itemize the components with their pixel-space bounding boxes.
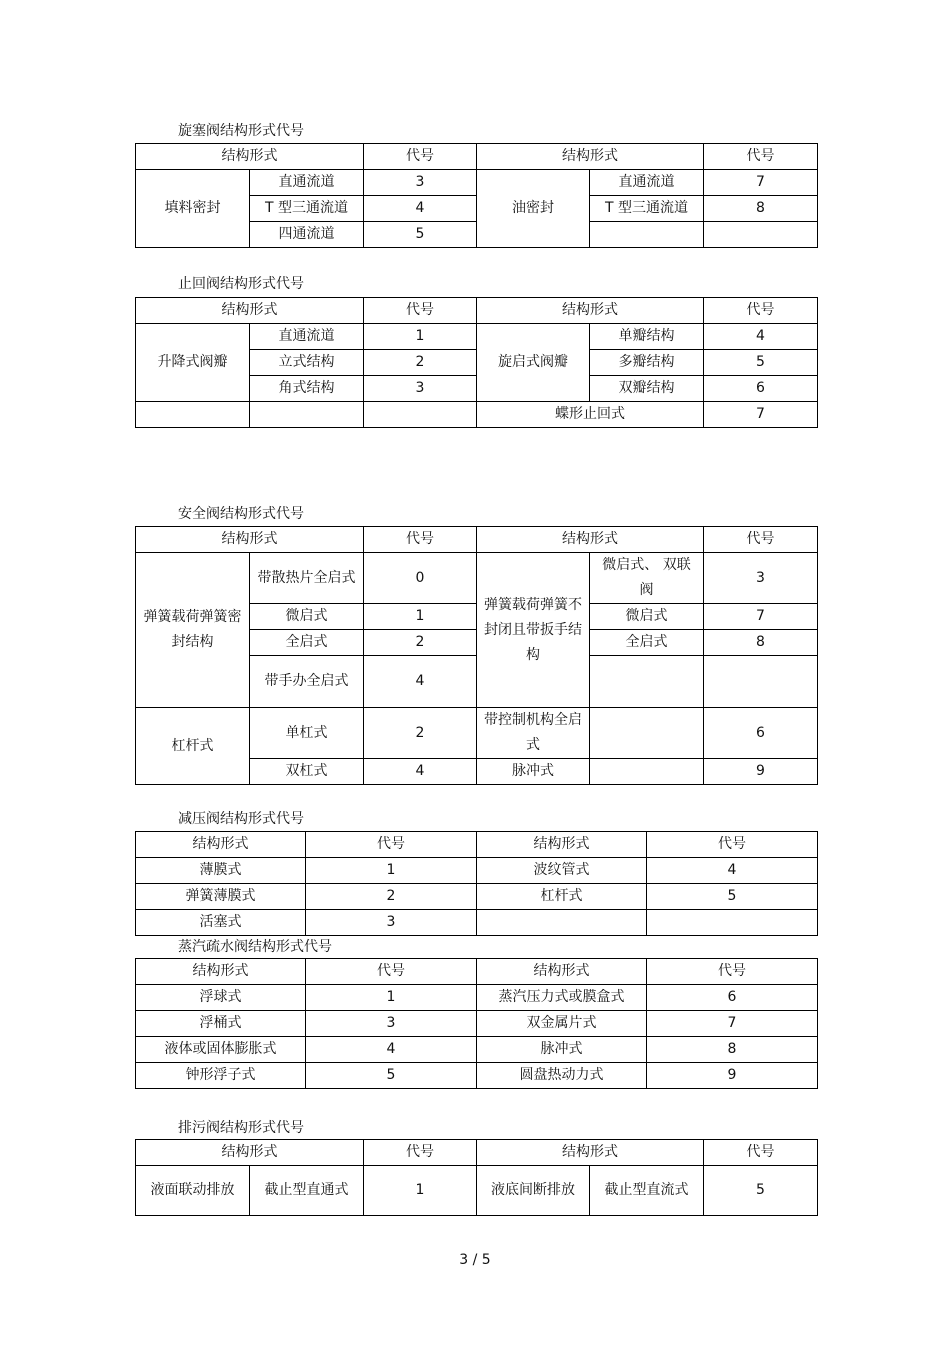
group-label: 杠杆式 — [136, 708, 250, 785]
header-structure: 结构形式 — [477, 144, 704, 170]
blowdown-valve-table — [135, 1139, 818, 1216]
reducing-valve-caption: 减压阀结构形式代号 — [178, 811, 304, 827]
header-structure: 结构形式 — [136, 959, 306, 985]
structure-code: 4 — [364, 656, 477, 708]
structure-code: 1 — [306, 858, 477, 884]
page-number: 3 / 5 — [459, 1252, 491, 1268]
structure-name: 多瓣结构 — [590, 350, 704, 376]
header-code: 代号 — [306, 832, 477, 858]
structure-code: 3 — [364, 376, 477, 402]
structure-name: T 型三通流道 — [590, 196, 704, 222]
empty-cell — [136, 402, 250, 428]
structure-name: 带散热片全启式 — [250, 553, 364, 604]
structure-code: 4 — [364, 196, 477, 222]
structure-code: 8 — [704, 630, 818, 656]
structure-name: 圆盘热动力式 — [477, 1063, 647, 1089]
structure-name: 蒸汽压力式或膜盒式 — [477, 985, 647, 1011]
plug-valve-caption: 旋塞阀结构形式代号 — [178, 123, 304, 139]
structure-name: 浮球式 — [136, 985, 306, 1011]
structure-code: 7 — [704, 170, 818, 196]
header-code: 代号 — [704, 298, 818, 324]
structure-code: 6 — [704, 376, 818, 402]
structure-code: 2 — [364, 350, 477, 376]
structure-name: 双瓣结构 — [590, 376, 704, 402]
header-code: 代号 — [364, 527, 477, 553]
structure-code: 4 — [704, 324, 818, 350]
header-code: 代号 — [647, 959, 818, 985]
structure-name: 直通流道 — [590, 170, 704, 196]
header-code: 代号 — [704, 1140, 818, 1166]
empty-cell — [704, 656, 818, 708]
structure-name: 双杠式 — [250, 759, 364, 785]
group-label: 液面联动排放 — [136, 1166, 250, 1216]
group-label: 弹簧载荷弹簧密封结构 — [136, 553, 250, 708]
structure-code: 4 — [306, 1037, 477, 1063]
structure-name: 波纹管式 — [477, 858, 647, 884]
structure-name: 角式结构 — [250, 376, 364, 402]
header-code: 代号 — [647, 832, 818, 858]
group-label: 液底间断排放 — [477, 1166, 590, 1216]
plug-valve-table — [135, 143, 818, 248]
steam-trap-caption: 蒸汽疏水阀结构形式代号 — [178, 939, 332, 955]
header-structure: 结构形式 — [477, 298, 704, 324]
structure-code: 8 — [647, 1037, 818, 1063]
structure-name: 直通流道 — [250, 170, 364, 196]
structure-code: 2 — [364, 630, 477, 656]
header-code: 代号 — [364, 298, 477, 324]
structure-code: 5 — [704, 350, 818, 376]
empty-cell — [704, 222, 818, 248]
structure-code: 9 — [704, 759, 818, 785]
header-structure: 结构形式 — [136, 832, 306, 858]
structure-name: 立式结构 — [250, 350, 364, 376]
structure-code: 7 — [647, 1011, 818, 1037]
structure-name: 带控制机构全启式 — [477, 708, 590, 759]
empty-cell — [364, 402, 477, 428]
group-label: 油密封 — [477, 170, 590, 248]
group-label: 弹簧载荷弹簧不封闭且带扳手结构 — [477, 553, 590, 708]
structure-name: 截止型直流式 — [590, 1166, 704, 1216]
structure-name: 双金属片式 — [477, 1011, 647, 1037]
empty-cell — [647, 910, 818, 936]
blowdown-valve-caption: 排污阀结构形式代号 — [178, 1120, 304, 1136]
structure-name: 直通流道 — [250, 324, 364, 350]
header-structure: 结构形式 — [477, 832, 647, 858]
structure-code: 6 — [647, 985, 818, 1011]
structure-code: 9 — [647, 1063, 818, 1089]
structure-name: 截止型直通式 — [250, 1166, 364, 1216]
structure-name: 弹簧薄膜式 — [136, 884, 306, 910]
empty-cell — [250, 402, 364, 428]
structure-code: 5 — [647, 884, 818, 910]
header-structure: 结构形式 — [136, 527, 364, 553]
structure-name: 带手办全启式 — [250, 656, 364, 708]
structure-code: 3 — [306, 1011, 477, 1037]
empty-cell — [590, 222, 704, 248]
structure-code: 2 — [306, 884, 477, 910]
structure-name: 钟形浮子式 — [136, 1063, 306, 1089]
header-code: 代号 — [306, 959, 477, 985]
reducing-valve-table — [135, 831, 818, 936]
structure-code: 1 — [364, 324, 477, 350]
structure-code: 4 — [647, 858, 818, 884]
structure-name: 单瓣结构 — [590, 324, 704, 350]
structure-code: 8 — [704, 196, 818, 222]
header-code: 代号 — [704, 527, 818, 553]
structure-code: 3 — [306, 910, 477, 936]
check-valve-caption: 止回阀结构形式代号 — [178, 276, 304, 292]
structure-name: 薄膜式 — [136, 858, 306, 884]
header-code: 代号 — [704, 144, 818, 170]
group-label: 旋启式阀瓣 — [477, 324, 590, 402]
empty-cell — [590, 708, 704, 759]
structure-code: 1 — [364, 604, 477, 630]
header-structure: 结构形式 — [477, 1140, 704, 1166]
structure-name: 微启式 — [590, 604, 704, 630]
group-label: 填料密封 — [136, 170, 250, 248]
structure-name: 液体或固体膨胀式 — [136, 1037, 306, 1063]
structure-name: 全启式 — [250, 630, 364, 656]
structure-name: T 型三通流道 — [250, 196, 364, 222]
structure-code: 5 — [704, 1166, 818, 1216]
header-code: 代号 — [364, 1140, 477, 1166]
structure-name: 微启式 — [250, 604, 364, 630]
structure-code: 3 — [704, 553, 818, 604]
header-structure: 结构形式 — [136, 298, 364, 324]
structure-code: 5 — [306, 1063, 477, 1089]
structure-code: 7 — [704, 402, 818, 428]
header-code: 代号 — [364, 144, 477, 170]
structure-name: 四通流道 — [250, 222, 364, 248]
structure-name: 微启式、 双联阀 — [590, 553, 704, 604]
group-label: 升降式阀瓣 — [136, 324, 250, 402]
structure-code: 7 — [704, 604, 818, 630]
structure-code: 6 — [704, 708, 818, 759]
steam-trap-table — [135, 958, 818, 1089]
structure-name: 全启式 — [590, 630, 704, 656]
empty-cell — [590, 759, 704, 785]
structure-name: 脉冲式 — [477, 1037, 647, 1063]
check-valve-table — [135, 297, 818, 428]
structure-name: 杠杆式 — [477, 884, 647, 910]
structure-code: 2 — [364, 708, 477, 759]
structure-code: 1 — [306, 985, 477, 1011]
safety-valve-table — [135, 526, 818, 785]
structure-name: 脉冲式 — [477, 759, 590, 785]
structure-name: 单杠式 — [250, 708, 364, 759]
structure-name: 蝶形止回式 — [477, 402, 704, 428]
header-structure: 结构形式 — [477, 527, 704, 553]
header-structure: 结构形式 — [477, 959, 647, 985]
header-structure: 结构形式 — [136, 144, 364, 170]
structure-name: 活塞式 — [136, 910, 306, 936]
structure-name: 浮桶式 — [136, 1011, 306, 1037]
structure-code: 0 — [364, 553, 477, 604]
structure-code: 5 — [364, 222, 477, 248]
structure-code: 1 — [364, 1166, 477, 1216]
header-structure: 结构形式 — [136, 1140, 364, 1166]
empty-cell — [590, 656, 704, 708]
structure-code: 3 — [364, 170, 477, 196]
empty-cell — [477, 910, 647, 936]
structure-code: 4 — [364, 759, 477, 785]
safety-valve-caption: 安全阀结构形式代号 — [178, 506, 304, 522]
